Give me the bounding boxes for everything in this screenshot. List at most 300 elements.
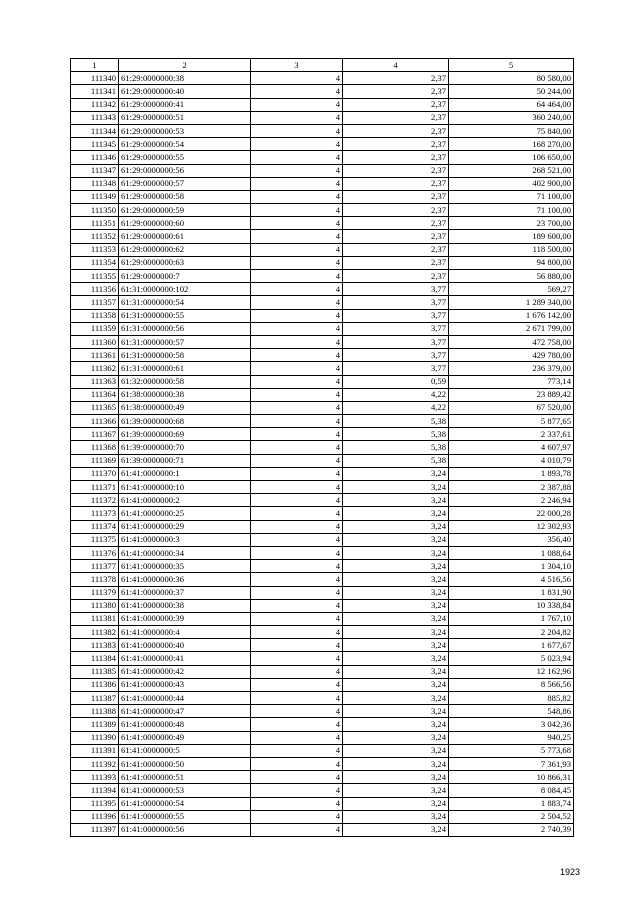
value-cell: 2 671 799,00 — [449, 322, 574, 335]
row-number-cell: 111377 — [71, 560, 119, 573]
rate-cell: 3,77 — [343, 283, 449, 296]
cadastral-number-cell: 61:29:0000000:61 — [119, 230, 251, 243]
rate-cell: 2,37 — [343, 204, 449, 217]
table-row — [71, 177, 574, 190]
table-row — [71, 415, 574, 428]
table-row — [71, 441, 574, 454]
rate-cell: 3,77 — [343, 296, 449, 309]
row-number-cell: 111370 — [71, 467, 119, 480]
table-row — [71, 481, 574, 494]
table-row — [71, 599, 574, 612]
category-cell: 4 — [251, 230, 343, 243]
value-cell: 80 580,00 — [449, 72, 574, 85]
cadastral-number-cell: 61:41:0000000:10 — [119, 481, 251, 494]
category-cell: 4 — [251, 665, 343, 678]
cadastral-number-cell: 61:41:0000000:55 — [119, 810, 251, 823]
row-number-cell: 111394 — [71, 784, 119, 797]
table-row — [71, 164, 574, 177]
table-row — [71, 270, 574, 283]
row-number-cell: 111357 — [71, 296, 119, 309]
row-number-cell: 111360 — [71, 335, 119, 348]
table-row — [71, 639, 574, 652]
rate-cell: 4,22 — [343, 401, 449, 414]
cadastral-number-cell: 61:41:0000000:50 — [119, 757, 251, 770]
rate-cell: 3,24 — [343, 784, 449, 797]
value-cell: 3 042,36 — [449, 718, 574, 731]
value-cell: 1 088,64 — [449, 546, 574, 559]
row-number-cell: 111365 — [71, 401, 119, 414]
row-number-cell: 111349 — [71, 190, 119, 203]
table-row — [71, 731, 574, 744]
row-number-cell: 111390 — [71, 731, 119, 744]
table-row — [71, 467, 574, 480]
table-row — [71, 771, 574, 784]
table-row — [71, 283, 574, 296]
rate-cell: 5,38 — [343, 454, 449, 467]
cadastral-number-cell: 61:32:0000000:58 — [119, 375, 251, 388]
row-number-cell: 111350 — [71, 204, 119, 217]
category-cell: 4 — [251, 652, 343, 665]
rate-cell: 3,24 — [343, 546, 449, 559]
cadastral-number-cell: 61:31:0000000:56 — [119, 322, 251, 335]
value-cell: 7 361,93 — [449, 757, 574, 770]
row-number-cell: 111393 — [71, 771, 119, 784]
category-cell: 4 — [251, 520, 343, 533]
value-cell: 1 767,10 — [449, 612, 574, 625]
rate-cell: 3,24 — [343, 652, 449, 665]
category-cell: 4 — [251, 467, 343, 480]
row-number-cell: 111340 — [71, 72, 119, 85]
header-cell-2: 2 — [119, 59, 251, 72]
category-cell: 4 — [251, 678, 343, 691]
cadastral-number-cell: 61:41:0000000:2 — [119, 494, 251, 507]
table-row — [71, 151, 574, 164]
table-row — [71, 375, 574, 388]
table-row — [71, 322, 574, 335]
row-number-cell: 111375 — [71, 533, 119, 546]
cadastral-number-cell: 61:29:0000000:60 — [119, 217, 251, 230]
cadastral-number-cell: 61:29:0000000:62 — [119, 243, 251, 256]
value-cell: 1 304,10 — [449, 560, 574, 573]
value-cell: 236 379,00 — [449, 362, 574, 375]
row-number-cell: 111396 — [71, 810, 119, 823]
rate-cell: 2,37 — [343, 111, 449, 124]
category-cell: 4 — [251, 309, 343, 322]
rate-cell: 3,24 — [343, 507, 449, 520]
category-cell: 4 — [251, 349, 343, 362]
row-number-cell: 111364 — [71, 388, 119, 401]
table-row — [71, 335, 574, 348]
rate-cell: 3,24 — [343, 692, 449, 705]
category-cell: 4 — [251, 283, 343, 296]
value-cell: 71 100,00 — [449, 204, 574, 217]
category-cell: 4 — [251, 164, 343, 177]
value-cell: 8 566,56 — [449, 678, 574, 691]
rate-cell: 3,77 — [343, 362, 449, 375]
category-cell: 4 — [251, 784, 343, 797]
rate-cell: 5,38 — [343, 415, 449, 428]
row-number-cell: 111392 — [71, 757, 119, 770]
category-cell: 4 — [251, 731, 343, 744]
value-cell: 2 337,61 — [449, 428, 574, 441]
category-cell: 4 — [251, 639, 343, 652]
table-row — [71, 388, 574, 401]
row-number-cell: 111387 — [71, 692, 119, 705]
category-cell: 4 — [251, 599, 343, 612]
category-cell: 4 — [251, 138, 343, 151]
table-row — [71, 810, 574, 823]
cadastral-number-cell: 61:29:0000000:55 — [119, 151, 251, 164]
table-row — [71, 72, 574, 85]
value-cell: 1 883,74 — [449, 797, 574, 810]
category-cell: 4 — [251, 454, 343, 467]
rate-cell: 3,24 — [343, 533, 449, 546]
row-number-cell: 111345 — [71, 138, 119, 151]
table-row — [71, 204, 574, 217]
row-number-cell: 111376 — [71, 546, 119, 559]
table-row — [71, 705, 574, 718]
table-row — [71, 111, 574, 124]
rate-cell: 5,38 — [343, 441, 449, 454]
rate-cell: 3,24 — [343, 494, 449, 507]
value-cell: 189 600,00 — [449, 230, 574, 243]
rate-cell: 3,24 — [343, 731, 449, 744]
category-cell: 4 — [251, 256, 343, 269]
table-row — [71, 309, 574, 322]
cadastral-number-cell: 61:41:0000000:5 — [119, 744, 251, 757]
category-cell: 4 — [251, 797, 343, 810]
cadastral-number-cell: 61:41:0000000:37 — [119, 586, 251, 599]
category-cell: 4 — [251, 692, 343, 705]
rate-cell: 2,37 — [343, 164, 449, 177]
category-cell: 4 — [251, 441, 343, 454]
cadastral-number-cell: 61:31:0000000:102 — [119, 283, 251, 296]
cadastral-number-cell: 61:29:0000000:38 — [119, 72, 251, 85]
rate-cell: 3,24 — [343, 718, 449, 731]
category-cell: 4 — [251, 757, 343, 770]
row-number-cell: 111371 — [71, 481, 119, 494]
cadastral-number-cell: 61:41:0000000:40 — [119, 639, 251, 652]
cadastral-number-cell: 61:41:0000000:48 — [119, 718, 251, 731]
row-number-cell: 111369 — [71, 454, 119, 467]
value-cell: 1 289 340,00 — [449, 296, 574, 309]
cadastral-number-cell: 61:41:0000000:3 — [119, 533, 251, 546]
cadastral-number-cell: 61:29:0000000:58 — [119, 190, 251, 203]
rate-cell: 2,37 — [343, 230, 449, 243]
rate-cell: 3,24 — [343, 757, 449, 770]
value-cell: 569,27 — [449, 283, 574, 296]
row-number-cell: 111363 — [71, 375, 119, 388]
table-row — [71, 652, 574, 665]
value-cell: 50 244,00 — [449, 85, 574, 98]
row-number-cell: 111386 — [71, 678, 119, 691]
row-number-cell: 111342 — [71, 98, 119, 111]
cadastral-number-cell: 61:41:0000000:51 — [119, 771, 251, 784]
category-cell: 4 — [251, 481, 343, 494]
table-row — [71, 744, 574, 757]
category-cell: 4 — [251, 151, 343, 164]
row-number-cell: 111347 — [71, 164, 119, 177]
value-cell: 1 831,90 — [449, 586, 574, 599]
cadastral-number-cell: 61:41:0000000:39 — [119, 612, 251, 625]
value-cell: 8 084,45 — [449, 784, 574, 797]
cadastral-number-cell: 61:29:0000000:40 — [119, 85, 251, 98]
rate-cell: 3,24 — [343, 520, 449, 533]
row-number-cell: 111383 — [71, 639, 119, 652]
rate-cell: 2,37 — [343, 177, 449, 190]
category-cell: 4 — [251, 177, 343, 190]
rate-cell: 3,24 — [343, 560, 449, 573]
value-cell: 356,40 — [449, 533, 574, 546]
row-number-cell: 111372 — [71, 494, 119, 507]
header-cell-5: 5 — [449, 59, 574, 72]
row-number-cell: 111385 — [71, 665, 119, 678]
cadastral-number-cell: 61:39:0000000:70 — [119, 441, 251, 454]
table-row — [71, 520, 574, 533]
table-row — [71, 507, 574, 520]
category-cell: 4 — [251, 270, 343, 283]
cadastral-number-cell: 61:41:0000000:56 — [119, 823, 251, 836]
category-cell: 4 — [251, 810, 343, 823]
cadastral-number-cell: 61:38:0000000:49 — [119, 401, 251, 414]
rate-cell: 3,24 — [343, 705, 449, 718]
cadastral-number-cell: 61:41:0000000:47 — [119, 705, 251, 718]
row-number-cell: 111374 — [71, 520, 119, 533]
value-cell: 64 464,00 — [449, 98, 574, 111]
value-cell: 268 521,00 — [449, 164, 574, 177]
rate-cell: 2,37 — [343, 72, 449, 85]
cadastral-number-cell: 61:29:0000000:56 — [119, 164, 251, 177]
category-cell: 4 — [251, 85, 343, 98]
cadastral-number-cell: 61:29:0000000:7 — [119, 270, 251, 283]
cadastral-number-cell: 61:41:0000000:35 — [119, 560, 251, 573]
cadastral-number-cell: 61:41:0000000:54 — [119, 797, 251, 810]
row-number-cell: 111353 — [71, 243, 119, 256]
category-cell: 4 — [251, 72, 343, 85]
category-cell: 4 — [251, 335, 343, 348]
rate-cell: 3,24 — [343, 612, 449, 625]
cadastral-number-cell: 61:31:0000000:61 — [119, 362, 251, 375]
row-number-cell: 111397 — [71, 823, 119, 836]
table-row — [71, 138, 574, 151]
category-cell: 4 — [251, 204, 343, 217]
value-cell: 168 270,00 — [449, 138, 574, 151]
row-number-cell: 111362 — [71, 362, 119, 375]
category-cell: 4 — [251, 375, 343, 388]
cadastral-number-cell: 61:41:0000000:38 — [119, 599, 251, 612]
rate-cell: 2,37 — [343, 85, 449, 98]
value-cell: 2 387,88 — [449, 481, 574, 494]
category-cell: 4 — [251, 771, 343, 784]
table-row — [71, 560, 574, 573]
row-number-cell: 111356 — [71, 283, 119, 296]
value-cell: 5 023,94 — [449, 652, 574, 665]
table-row — [71, 823, 574, 836]
table-body — [71, 72, 574, 837]
value-cell: 402 900,00 — [449, 177, 574, 190]
row-number-cell: 111343 — [71, 111, 119, 124]
value-cell: 5 773,68 — [449, 744, 574, 757]
value-cell: 94 800,00 — [449, 256, 574, 269]
header-cell-4: 4 — [343, 59, 449, 72]
cadastral-number-cell: 61:39:0000000:68 — [119, 415, 251, 428]
table-row — [71, 692, 574, 705]
category-cell: 4 — [251, 428, 343, 441]
value-cell: 360 240,00 — [449, 111, 574, 124]
table-row — [71, 243, 574, 256]
cadastral-number-cell: 61:41:0000000:1 — [119, 467, 251, 480]
value-cell: 118 500,00 — [449, 243, 574, 256]
rate-cell: 3,24 — [343, 823, 449, 836]
row-number-cell: 111379 — [71, 586, 119, 599]
rate-cell: 3,24 — [343, 626, 449, 639]
value-cell: 4 010,79 — [449, 454, 574, 467]
category-cell: 4 — [251, 322, 343, 335]
cadastral-number-cell: 61:41:0000000:29 — [119, 520, 251, 533]
table-row — [71, 718, 574, 731]
cadastral-number-cell: 61:29:0000000:54 — [119, 138, 251, 151]
row-number-cell: 111359 — [71, 322, 119, 335]
cadastral-number-cell: 61:41:0000000:53 — [119, 784, 251, 797]
row-number-cell: 111382 — [71, 626, 119, 639]
rate-cell: 2,37 — [343, 217, 449, 230]
value-cell: 10 338,84 — [449, 599, 574, 612]
rate-cell: 2,37 — [343, 138, 449, 151]
category-cell: 4 — [251, 362, 343, 375]
rate-cell: 3,77 — [343, 322, 449, 335]
row-number-cell: 111391 — [71, 744, 119, 757]
cadastral-number-cell: 61:29:0000000:53 — [119, 124, 251, 137]
header-row — [71, 59, 574, 72]
rate-cell: 0,59 — [343, 375, 449, 388]
category-cell: 4 — [251, 560, 343, 573]
rate-cell: 3,24 — [343, 481, 449, 494]
row-number-cell: 111358 — [71, 309, 119, 322]
rate-cell: 3,24 — [343, 665, 449, 678]
value-cell: 2 740,39 — [449, 823, 574, 836]
category-cell: 4 — [251, 612, 343, 625]
table-row — [71, 256, 574, 269]
table-row — [71, 217, 574, 230]
cadastral-number-cell: 61:31:0000000:55 — [119, 309, 251, 322]
table-row — [71, 190, 574, 203]
value-cell: 75 840,00 — [449, 124, 574, 137]
table-row — [71, 612, 574, 625]
value-cell: 10 866,31 — [449, 771, 574, 784]
cadastral-number-cell: 61:39:0000000:71 — [119, 454, 251, 467]
row-number-cell: 111388 — [71, 705, 119, 718]
table-row — [71, 230, 574, 243]
category-cell: 4 — [251, 111, 343, 124]
cadastral-number-cell: 61:41:0000000:36 — [119, 573, 251, 586]
value-cell: 12 162,96 — [449, 665, 574, 678]
row-number-cell: 111395 — [71, 797, 119, 810]
row-number-cell: 111348 — [71, 177, 119, 190]
table-row — [71, 494, 574, 507]
value-cell: 71 100,00 — [449, 190, 574, 203]
table-row — [71, 678, 574, 691]
category-cell: 4 — [251, 98, 343, 111]
rate-cell: 2,37 — [343, 98, 449, 111]
rate-cell: 4,22 — [343, 388, 449, 401]
value-cell: 429 780,00 — [449, 349, 574, 362]
rate-cell: 2,37 — [343, 124, 449, 137]
rate-cell: 3,24 — [343, 744, 449, 757]
row-number-cell: 111344 — [71, 124, 119, 137]
cadastral-number-cell: 61:29:0000000:59 — [119, 204, 251, 217]
row-number-cell: 111354 — [71, 256, 119, 269]
cadastral-number-cell: 61:31:0000000:54 — [119, 296, 251, 309]
rate-cell: 5,38 — [343, 428, 449, 441]
rate-cell: 3,77 — [343, 309, 449, 322]
category-cell: 4 — [251, 546, 343, 559]
category-cell: 4 — [251, 415, 343, 428]
rate-cell: 2,37 — [343, 270, 449, 283]
row-number-cell: 111361 — [71, 349, 119, 362]
rate-cell: 3,24 — [343, 599, 449, 612]
category-cell: 4 — [251, 626, 343, 639]
cadastral-number-cell: 61:29:0000000:63 — [119, 256, 251, 269]
value-cell: 472 758,00 — [449, 335, 574, 348]
value-cell: 940,25 — [449, 731, 574, 744]
category-cell: 4 — [251, 401, 343, 414]
cadastral-number-cell: 61:41:0000000:41 — [119, 652, 251, 665]
value-cell: 4 607,97 — [449, 441, 574, 454]
value-cell: 2 204,82 — [449, 626, 574, 639]
row-number-cell: 111366 — [71, 415, 119, 428]
cadastral-number-cell: 61:41:0000000:49 — [119, 731, 251, 744]
row-number-cell: 111389 — [71, 718, 119, 731]
row-number-cell: 111352 — [71, 230, 119, 243]
cadastral-number-cell: 61:31:0000000:58 — [119, 349, 251, 362]
category-cell: 4 — [251, 705, 343, 718]
header-cell-1: 1 — [71, 59, 119, 72]
table-row — [71, 546, 574, 559]
category-cell: 4 — [251, 718, 343, 731]
category-cell: 4 — [251, 243, 343, 256]
cadastral-number-cell: 61:41:0000000:43 — [119, 678, 251, 691]
category-cell: 4 — [251, 823, 343, 836]
table-row — [71, 362, 574, 375]
cadastral-number-cell: 61:41:0000000:42 — [119, 665, 251, 678]
value-cell: 4 516,56 — [449, 573, 574, 586]
rate-cell: 3,77 — [343, 335, 449, 348]
table-row — [71, 428, 574, 441]
value-cell: 56 880,00 — [449, 270, 574, 283]
cadastral-number-cell: 61:29:0000000:51 — [119, 111, 251, 124]
value-cell: 23 889,42 — [449, 388, 574, 401]
category-cell: 4 — [251, 124, 343, 137]
category-cell: 4 — [251, 388, 343, 401]
value-cell: 23 700,00 — [449, 217, 574, 230]
data-table — [70, 58, 574, 837]
value-cell: 2 246,94 — [449, 494, 574, 507]
row-number-cell: 111355 — [71, 270, 119, 283]
value-cell: 548,86 — [449, 705, 574, 718]
row-number-cell: 111373 — [71, 507, 119, 520]
rate-cell: 3,24 — [343, 467, 449, 480]
value-cell: 106 650,00 — [449, 151, 574, 164]
value-cell: 773,14 — [449, 375, 574, 388]
row-number-cell: 111380 — [71, 599, 119, 612]
table-row — [71, 784, 574, 797]
row-number-cell: 111367 — [71, 428, 119, 441]
table-row — [71, 296, 574, 309]
table-row — [71, 124, 574, 137]
value-cell: 1 893,78 — [449, 467, 574, 480]
category-cell: 4 — [251, 744, 343, 757]
value-cell: 67 520,00 — [449, 401, 574, 414]
